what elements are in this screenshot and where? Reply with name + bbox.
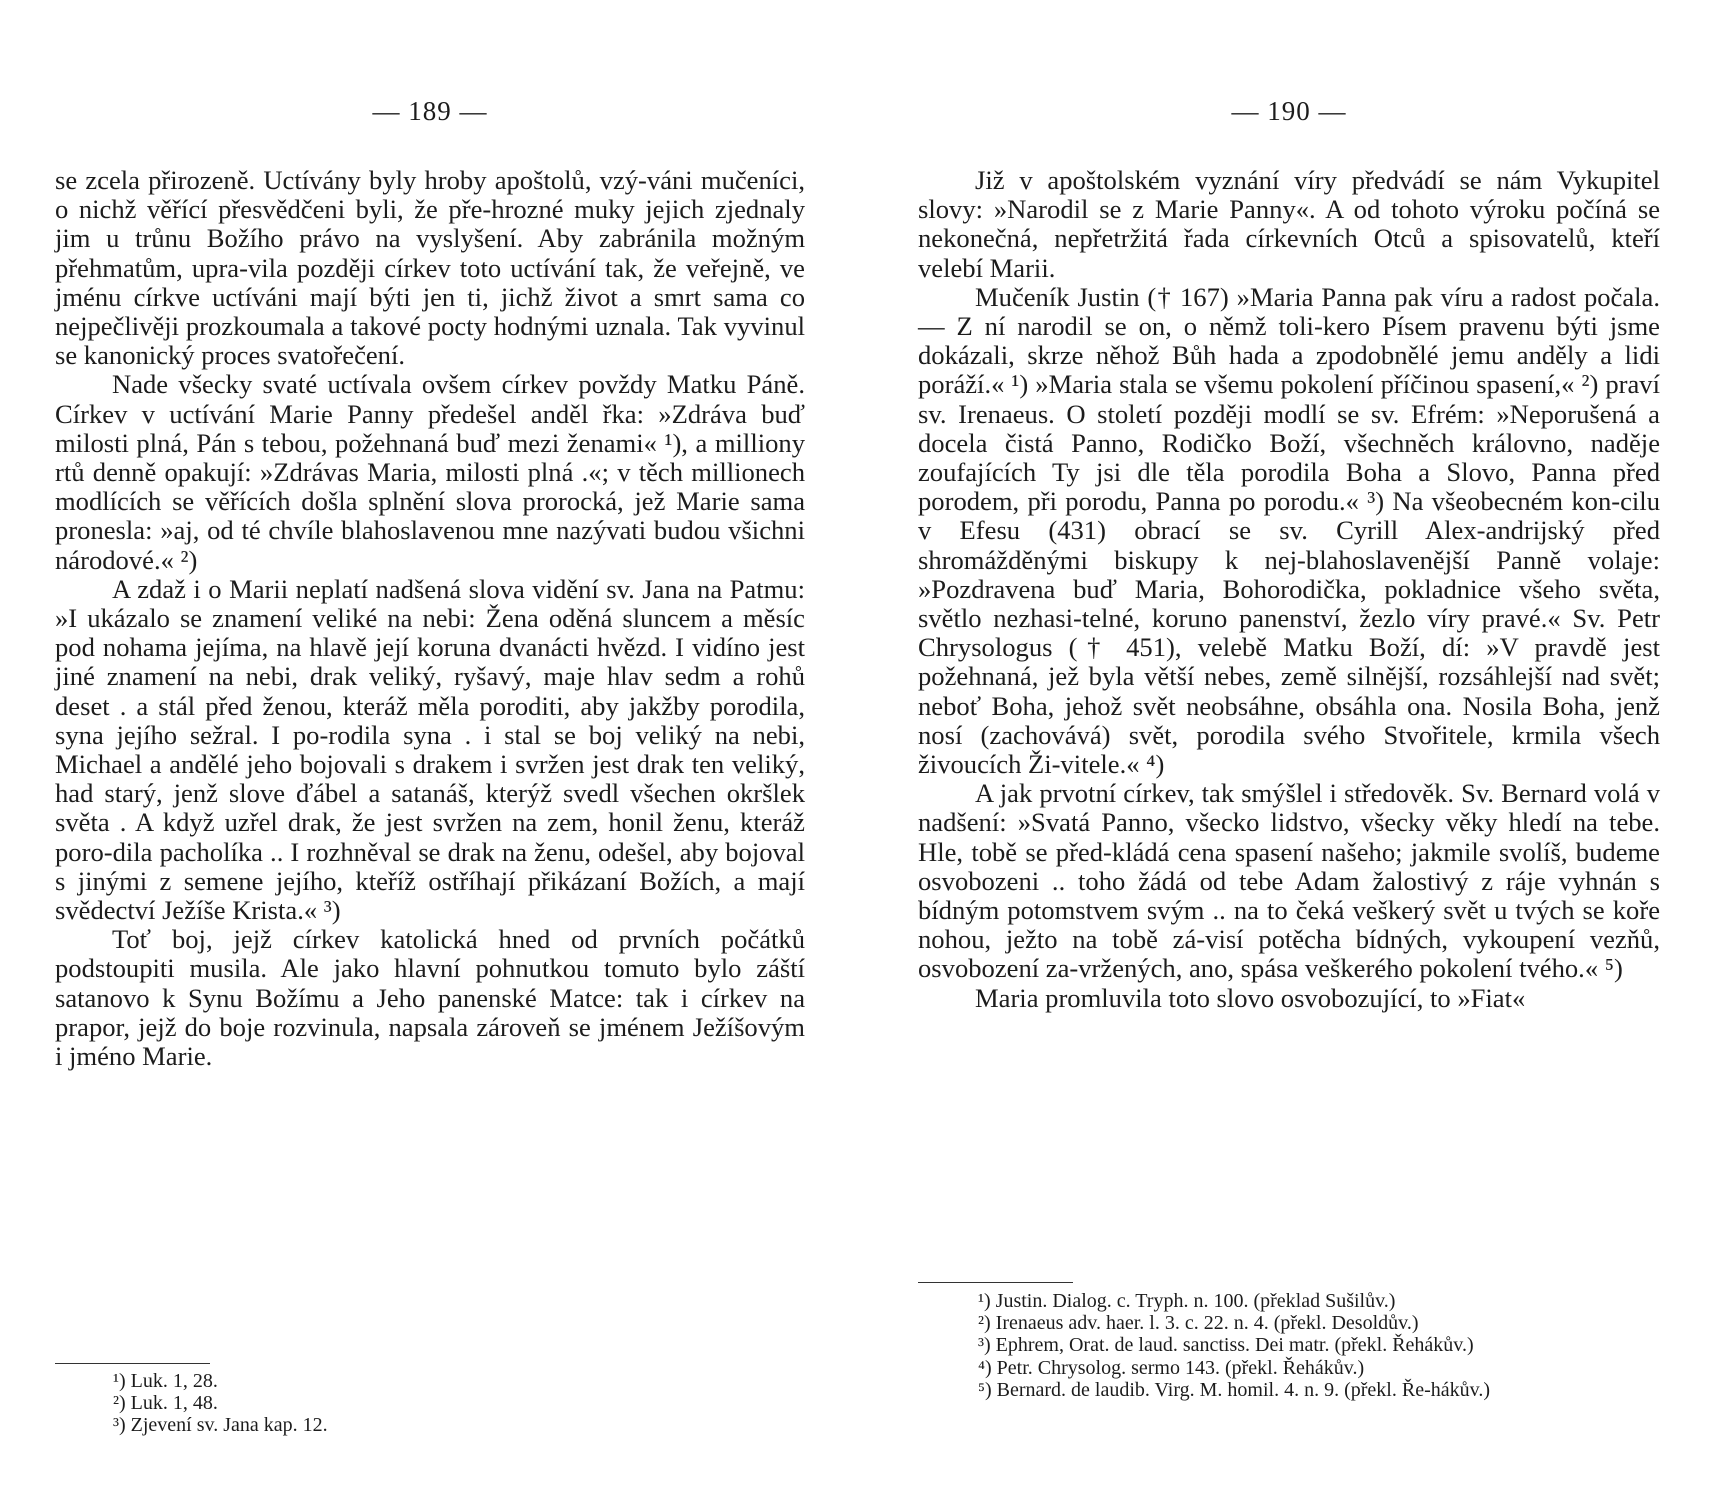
paragraph: Již v apoštolském vyznání víry předvádí se nám Vykupitel slovy: »Narodil se z Marie Panny«. A od tohoto výroku počíná se nekonečná, nepřetržitá řada církevních Otců a spisovatelů, kteří velebí Marii. bbox=[918, 165, 1660, 283]
paragraph: Toť boj, jejž církev katolická hned od prvních počátků podstoupiti musila. Ale jako hlavní pohnutkou tomuto bylo záští satanovo k Synu Božímu a Jeho panenské Matce: tak i církev na prapor, jejž do boje rozvinula, napsala zároveň se jménem Ježíšovým i jméno Marie. bbox=[55, 924, 805, 1072]
paragraph: A zdaž i o Marii neplatí nadšená slova vidění sv. Jana na Patmu: »I ukázalo se znamení veliké na nebi: Žena oděná sluncem a měsíc pod nohama jejíma, na hlavě její koruna dvanácti hvězd. I vidíno jest jiné znamení na nebi, drak veliký, ryšavý, maje hlav sedm a rohů deset . a stál před ženou, kteráž měla poroditi, aby jakžby porodila, syna jejího sežral. I po-rodila syna . i stal se boj veliký na nebi, Michael a andělé jeho bojovali s drakem i svržen jest drak ten veliký, had starý, jenž slove ďábel a satanáš, kterýž svedl všechen okršlek světa . A když uzřel drak, že jest svržen na zem, honil ženu, kteráž poro-dila pacholíka .. I rozhněval se drak na ženu, odešel, aby bojoval s jinými z semene jejího, kteříž ostříhají přikázaní Božích, a mají svědectví Ježíše Krista.« ³) bbox=[55, 573, 805, 926]
footnote: ¹) Justin. Dialog. c. Tryph. n. 100. (překlad Sušilův.) bbox=[978, 1290, 1396, 1312]
footnote: ³) Zjevení sv. Jana kap. 12. bbox=[113, 1414, 328, 1437]
footnote-divider bbox=[918, 1282, 1073, 1283]
paragraph: Nade všecky svaté uctívala ovšem církev povždy Matku Páně. Církev v uctívání Marie Panny předešel anděl řka: »Zdráva buď milosti plná, Pán s tebou, požehnaná buď mezi ženami« ¹), a milliony rtů denně opakují: »Zdrávas Maria, milosti plná .«; v těch millionech modlících se věřících došla splnění slova prorocká, jež Marie sama pronesla: »aj, od té chvíle blahoslavenou mne nazývati budou všichni národové.« ²) bbox=[55, 369, 805, 575]
page-body bbox=[55, 166, 805, 1071]
page-number: — 190 — bbox=[1231, 96, 1347, 126]
footnote: ³) Ephrem, Orat. de laud. sanctiss. Dei matr. (překl. Řehákův.) bbox=[978, 1334, 1474, 1357]
paragraph: A jak prvotní církev, tak smýšlel i středověk. Sv. Bernard volá v nadšení: »Svatá Panno, všecko lidstvo, všecky věky hledí na tebe. Hle, tobě se před-kládá cena spasení našeho; jakmile svolíš, budeme osvobozeni .. toho žádá od tebe Adam žalostivý z ráje vyhnán s bídným potomstvem svým .. na to čeká veškerý svět u tvých se koře nohou, ježto na tobě zá-visí potěcha bídných, vykoupení vezňů, osvobození za-vržených, ano, spása veškerého pokolení tvého.« ⁵) bbox=[918, 778, 1660, 984]
paragraph: Maria promluvila toto slovo osvobozující, to »Fiat« bbox=[975, 982, 1526, 1013]
footnotes bbox=[918, 1290, 1660, 1401]
footnote: ²) Irenaeus adv. haer. l. 3. c. 22. n. 4. (překl. Desoldův.) bbox=[978, 1312, 1419, 1335]
footnote: ¹) Luk. 1, 28. bbox=[113, 1370, 218, 1392]
footnote: ⁵) Bernard. de laudib. Virg. M. homil. 4. n. 9. (překl. Ře-hákův.) bbox=[978, 1378, 1490, 1401]
page-number: — 189 — bbox=[372, 96, 488, 126]
footnote: ⁴) Petr. Chrysolog. sermo 143. (překl. Řehákův.) bbox=[978, 1356, 1365, 1379]
right-page bbox=[918, 0, 1660, 1500]
footnote-divider bbox=[55, 1363, 210, 1364]
paragraph: Mučeník Justin († 167) »Maria Panna pak víru a radost počala. — Z ní narodil se on, o němž toli-kero Písem pravenu býti jsme dokázali, skrze něhož Bůh hada a zpodobnělé jemu anděly a lidi poráží.« ¹) »Maria stala se všemu pokolení příčinou spasení,« ²) praví sv. Irenaeus. O století později modlí se sv. Efrém: »Neporušená a docela čistá Panno, Rodičko Boží, všechněch královno, naděje zoufajících Ty jsi dle těla porodila Boha a Slovo, Panna před porodem, při porodu, Panna po porodu.« ³) Na všeobecném kon-cilu v Efesu (431) obrací se sv. Cyrill Alex-andrijský před shromážděnými biskupy k nej-blahoslavenější Panně volaje: »Pozdravena buď Maria, Bohorodička, pokladnice všeho světa, světlo nezhasi-telné, koruno panenství, žezlo víry pravé.« Sv. Petr Chrysologus († 451), velebě Matku Boží, dí: »V pravdě jest požehnaná, jež byla větší nebes, země silnější, rozsáhlejší nad svět; neboť Boha, jehož svět neobsáhne, obsáhla ona. Nosila Boha, jenž nosí (zachovává) svět, porodila svého Stvořitele, krmila všech živoucích Ži-vitele.« ⁴) bbox=[918, 281, 1660, 780]
footnote: ²) Luk. 1, 48. bbox=[113, 1392, 218, 1415]
footnotes bbox=[55, 1370, 805, 1437]
page-body bbox=[918, 166, 1660, 1013]
paragraph: se zcela přirozeně. Uctívány byly hroby apoštolů, vzý-váni mučeníci, o nichž věřící přesvědčeni byli, že pře-hrozné muky jejich zjednaly jim u trůnu Božího právo na vyslyšení. Aby zabránila možným přehmatům, upra-vila později církev toto uctívání tak, že veřejně, ve jménu církve uctíváni mají býti jen ti, jichž život a smrt sama co nejpečlivěji prozkoumala a takové pocty hodnými uznala. Tak vyvinul se kanonický proces svatořečení. bbox=[55, 165, 805, 371]
left-page bbox=[55, 0, 805, 1500]
